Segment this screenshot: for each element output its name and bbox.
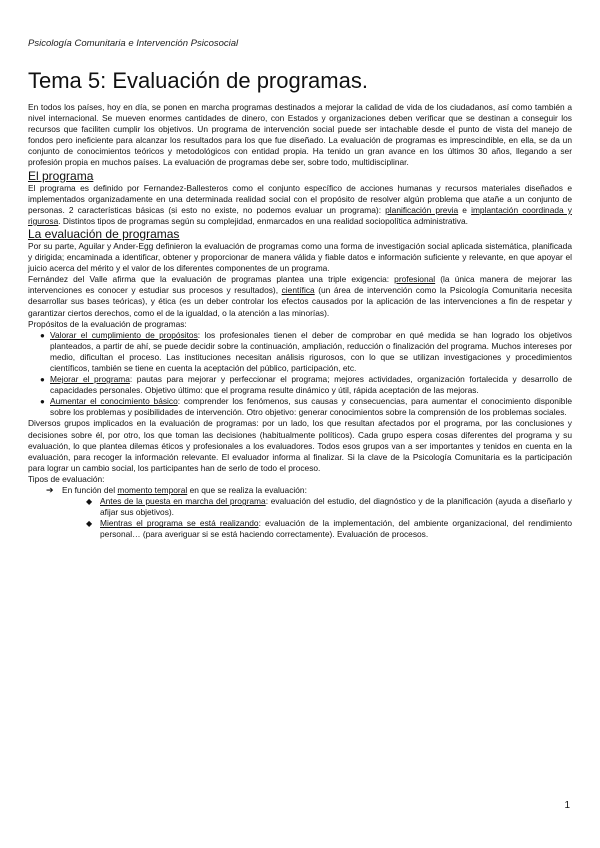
evaluacion-paragraph-2: [28, 274, 572, 318]
page-title: Tema 5: Evaluación de programas.: [28, 68, 368, 93]
type-subitem: [28, 496, 572, 518]
type-subitem: [28, 518, 572, 540]
evaluacion-paragraph-3: Diversos grupos implicados en la evaluación de programas: por un lado, los que resultan afectados por el programa, por las conclusiones y decisiones sobre él, por otro, los que toman las decisiones (habitualmente políticos). Cada grupo espera cosas diferentes del programa y su evaluación, lo que plantea dilemas éticos y profesionales a los evaluadores. Todos esos grupos van a ser importantes y tenidos en cuenta en la evaluación, para recoger la información relevante. El evaluador informa al finalizar. Si la clave de la Psicología Comunitaria es la participación para lograr un cambio social, los participantes han de serlo de todo el proceso.: [28, 418, 572, 473]
purpose-text: : los profesionales tienen el deber de comprobar en qué medida se han logrado los objetivos planteados, a partir de ahí, se puede decidir sobre la continuación, ampliación, reducción o finalización del programa. Muchos intereses por medio, dificultan el proceso. Las instituciones necesitan análisis rigurosos, con lo que se utilizan investigaciones y procedimientos científicos, también se tiene en cuenta la aceptación del público, participación, etc.: [50, 329, 572, 373]
evaluacion-paragraph-1: Por su parte, Aguilar y Ander-Egg definieron la evaluación de programas como una forma de investigación social aplicada sistemática, planificada y dirigida; encaminada a identificar, obtener y proporcionar de manera válida y fiable datos e información suficiente y relevante, en que apoyar el juicio acerca del mérito y el valor de los diferentes componentes de un programa.: [28, 240, 572, 274]
bullet-icon: ●: [40, 375, 45, 385]
purpose-item: [28, 396, 572, 418]
programa-text-mid: e: [458, 204, 472, 215]
term-planificacion-previa: planificación previa: [385, 204, 459, 215]
p2-text-b: (la única manera de mejorar las intervenciones es conocer y estudiar sus procesos y resultados),: [28, 274, 572, 296]
purpose-item: [28, 374, 572, 396]
term-momento-temporal: momento temporal: [117, 485, 188, 495]
p2-text-c: (un área de intervención como la Psicología Comunitaria necesita desarrollar sus bases teóricas), y ética (es un deber controlar los efectos causados por la aplicación de las intervenciones a fin de respetar y garantizar ciertos derechos, como el de la igualdad, o la atención a las minorías).: [28, 285, 573, 318]
types-arrow-item: [28, 485, 572, 496]
purpose-term: Aumentar el conocimiento básico: [50, 396, 178, 407]
types-sublist: [28, 496, 572, 540]
subitem-text: : evaluación de la implementación, del ambiente organizacional, del rendimiento personal… (para averiguar si se está haciendo correctamente). Evaluación de procesos.: [100, 518, 573, 540]
purposes-list: [28, 330, 572, 419]
page-content: [28, 66, 572, 540]
subitem-term: Mientras el programa se está realizando: [100, 518, 259, 529]
arrow-right-icon: ➔: [46, 485, 54, 495]
arrow-item-prefix: En función del: [62, 485, 118, 495]
arrow-item-suffix: en que se realiza la evaluación:: [187, 485, 307, 495]
running-header: Psicología Comunitaria e Intervención Psicosocial: [28, 38, 239, 49]
intro-paragraph: En todos los países, hoy en día, se ponen en marcha programas destinados a mejorar la calidad de vida de los ciudadanos, así como también a nivel internacional. Se mueven enormes cantidades de dinero, con Estados y organizaciones deben verificar que se destinan a conseguir los recursos que faciliten cumplir los objetivos. Un programa de intervención social puede ser intachable desde el punto de vista del manejo de fondos pero ineficiente para alcanzar los resultados para los que fue diseñado. La evaluación de programas es imprescindible, en ella, se da un conjunto de conocimientos teóricos y metodológicos con entidad propia. Ha tenido un gran avance en los últimos 30 años, llegando a ser profesión propia en muchos países. La evaluación de programas debe ser, sobre todo, multidisciplinar.: [28, 102, 572, 168]
section-heading-programa: El programa: [28, 168, 94, 183]
section-heading-evaluacion: La evaluación de programas: [28, 226, 180, 241]
p2-text-a: Fernández del Valle afirma que la evaluación de programas plantea una triple exigencia:: [28, 274, 395, 285]
term-implantacion: implantación coordinada y rigurosa: [28, 204, 572, 226]
types-intro: Tipos de evaluación:: [28, 473, 105, 484]
bullet-icon: ●: [40, 397, 45, 407]
page-number: 1: [564, 800, 570, 811]
subitem-text: : evaluación del estudio, del diagnóstico y de la planificación (ayuda a diseñarlo y afijar sus objetivos).: [100, 496, 572, 518]
term-cientifica: científica: [281, 285, 315, 296]
subitem-term: Antes de la puesta en marcha del programa: [100, 496, 266, 507]
purpose-term: Mejorar el programa: [50, 374, 130, 385]
term-profesional: profesional: [394, 274, 436, 285]
diamond-bullet-icon: ◆: [86, 497, 93, 507]
diamond-bullet-icon: ◆: [86, 519, 93, 529]
bullet-icon: ●: [40, 330, 45, 340]
purpose-item: [28, 330, 572, 374]
purposes-intro: Propósitos de la evaluación de programas:: [28, 318, 187, 329]
programa-text-1: El programa es definido por Fernandez-Ballesteros como el conjunto específico de acciones humanas y recursos materiales diseñados e implementados organizadamente en una determinada realidad social con el propósito de resolver algún problema que atañe a un conjunto de personas. 2 características básicas (si esto no existe, no podemos evaluar un programa):: [28, 182, 572, 215]
programa-paragraph: [28, 183, 572, 227]
purpose-term: Valorar el cumplimiento de propósitos: [50, 329, 198, 340]
programa-text-2: . Distintos tipos de programas según su complejidad, enmarcados en una realidad sociopolítica administrativa.: [58, 215, 468, 226]
purpose-text: : pautas para mejorar y perfeccionar el programa; mejores actividades, organización fortalecida y desarrollo de capacidades personales. Objetivo último: que el programa resulte dinámico y útil, rápida aceptación de las mejoras.: [50, 374, 572, 396]
purpose-text: : comprender los fenómenos, sus causas y consecuencias, para aumentar el conocimiento disponible sobre los problemas y posibilidades de intervención. Otro objetivo: generar conocimientos sobre la comprensión de los problemas sociales.: [50, 396, 572, 418]
